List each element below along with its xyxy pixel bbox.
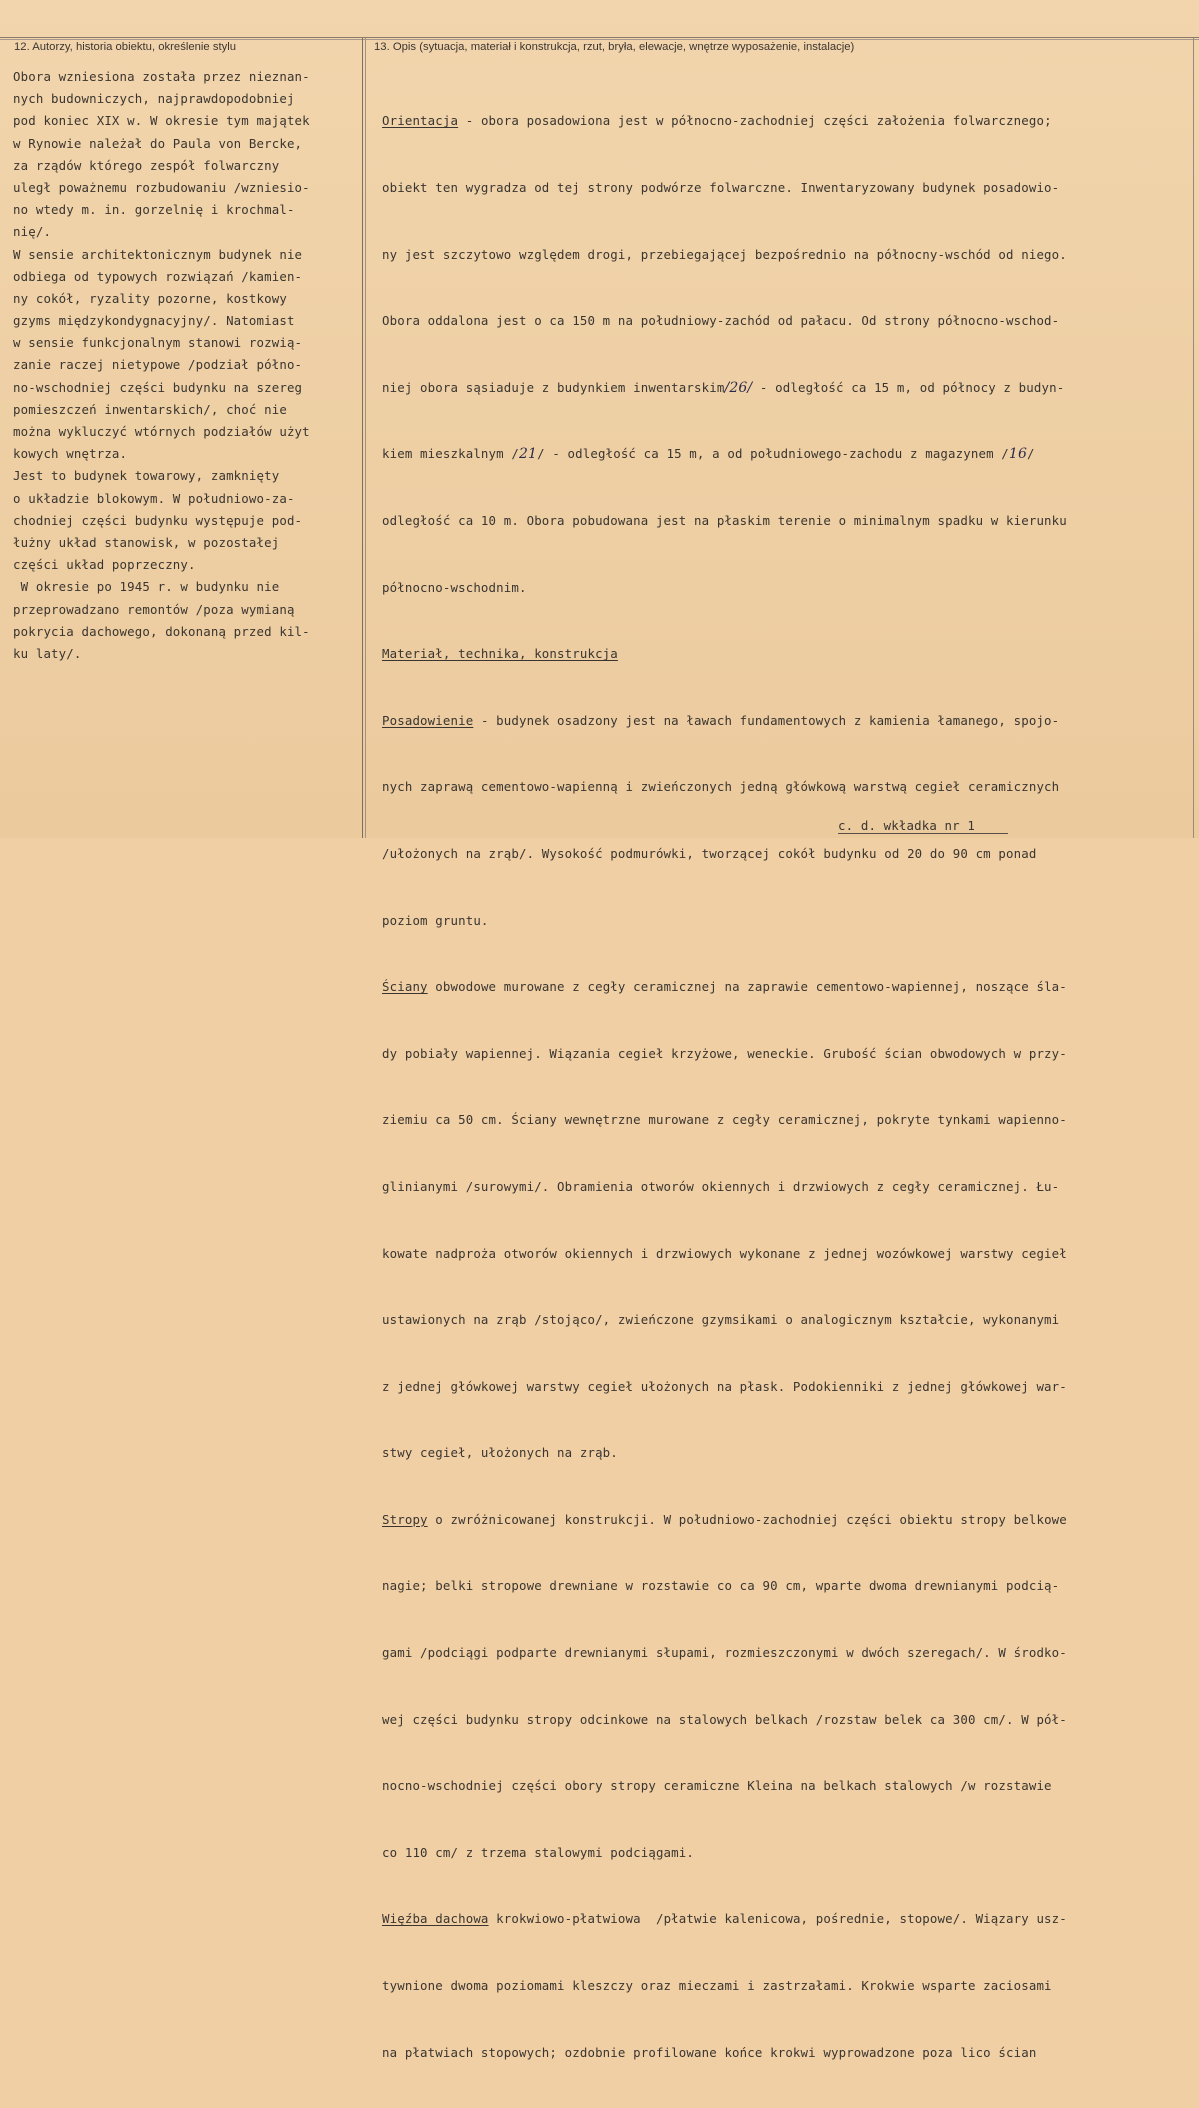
text-line: nocno-wschodniej części obory stropy ceramiczne Kleina na belkach stalowych /w rozstawie [382,1778,1052,1794]
history-line: ku laty/. [13,645,82,661]
history-line: gzyms międzykondygnacyjny/. Natomiast [13,313,295,329]
text-line: co 110 cm/ z trzema stalowymi podciągami. [382,1844,695,1860]
handwritten-number: 16 [1008,446,1028,463]
section-13-heading: 13. Opis (sytuacja, materiał i konstrukcja, rzut, bryła, elewacje, wnętrze wyposażenie, instalacje) [374,41,855,53]
history-line: o układzie blokowym. W południowo-za- [13,490,295,506]
history-line: przeprowadzano remontów /poza wymianą [13,601,295,617]
text-line [382,110,1188,132]
text-line [382,377,1188,399]
line-text: - budynek osadzony jest na ławach fundamentowych z kamienia łamanego, spojo- [473,712,1060,728]
continuation-underline [838,833,1008,834]
history-line: chodniej części budynku występuje pod- [13,512,303,528]
subheading-posadowienie: Posadowienie [382,712,474,728]
history-line: Obora wzniesiona została przez nieznan- [13,69,310,84]
history-line: łużny układ stanowisk, w pozostałej [13,534,280,550]
history-line: można wykluczyć wtórnych podziałów użyt [13,424,310,439]
text-line [382,443,1188,465]
line-text: kiem mieszkalnym / [382,446,519,462]
subheading-sciany: Ściany [382,979,428,995]
text-line: ziemiu ca 50 cm. Ściany wewnętrzne murowane z cegły ceramicznej, pokryte tynkami wapienno- [382,1112,1067,1128]
text-line: dy pobiały wapiennej. Wiązania cegieł krzyżowe, weneckie. Grubość ścian obwodowych w przy- [382,1045,1067,1061]
subheading-stropy: Stropy [382,1511,428,1527]
handwritten-number: 21 [518,446,538,463]
text-line: tywnione dwoma poziomami kleszczy oraz mieczami i zastrzałami. Krokwie wsparte zaciosami [382,1978,1052,1994]
right-border [1193,38,1194,838]
text-line: glinianymi /surowymi/. Obramienia otworów okiennych i drzwiowych z cegły ceramicznej. Łu- [382,1178,1060,1194]
history-line: w sensie funkcjonalnym stanowi rozwią- [13,335,303,351]
top-rule-shadow [0,39,1199,40]
line-text: / [1027,446,1035,462]
text-line: na płatwiach stopowych; ozdobnie profilowane końce krokwi wyprowadzone poza lico ścian [382,2044,1037,2060]
text-line: obiekt ten wygradza od tej strony podwórze folwarczne. Inwentaryzowany budynek posadowio- [382,180,1060,195]
text-line: ny jest szczytowo względem drogi, przebiegającej bezpośrednio na północny-wschód od niego. [382,246,1067,262]
text-line [382,1908,1188,1930]
text-line: nych zaprawą cementowo-wapienną i zwieńczonych jedną główkową warstwą cegieł ceramicznych [382,779,1060,795]
history-line: nię/. [13,224,52,240]
text-line: odległość ca 10 m. Obora pobudowana jest na płaskim terenie o minimalnym spadku w kierunku [382,512,1067,528]
text-line: Obora oddalona jest o ca 150 m na południowy-zachód od pałacu. Od strony północno-wschod- [382,313,1060,329]
history-line: pomieszczeń inwentarskich/, choć nie [13,401,287,417]
section-12-heading: 12. Autorzy, historia obiektu, określenie stylu [14,41,237,53]
text-line: poziom gruntu. [382,912,489,928]
continuation-note: c. d. wkładka nr 1 [838,818,975,833]
text-line: kowate nadproża otworów okiennych i drzwiowych wykonane z jednej wozówkowej warstwy cegieł [382,1245,1067,1261]
history-line: pokrycia dachowego, dokonaną przed kil- [13,623,310,639]
history-text-column [13,66,358,665]
history-line: za rządów którego zespół folwarczny [13,157,280,173]
text-line: z jednej główkowej warstwy cegieł ułożonych na płask. Podokienniki z jednej główkowej war- [382,1378,1067,1394]
history-line: no wtedy m. in. gorzelnię i krochmal- [13,202,295,218]
description-text-column [382,66,1188,2108]
line-text: - odległość ca 15 m, od północy z budyn- [752,379,1065,395]
history-line: zanie raczej nietypowe /podział półno- [13,357,303,373]
line-text: - obora posadowiona jest w północno-zachodniej części założenia folwarcznego; [458,113,1052,129]
line-text: obwodowe murowane z cegły ceramicznej na zaprawie cementowo-wapiennej, noszące śla- [427,979,1067,995]
text-line [382,710,1188,732]
history-line: w Rynowie należał do Paula von Bercke, [13,135,303,151]
text-line: stwy cegieł, ułożonych na zrąb. [382,1445,618,1461]
history-line: odbiega od typowych rozwiązań /kamien- [13,268,303,284]
text-line: /ułożonych na zrąb/. Wysokość podmurówki, tworzącej cokół budynku od 20 do 90 cm ponad [382,845,1037,861]
line-text: o zwróżnicowanej konstrukcji. W południowo-zachodniej części obiektu stropy belkowe [427,1511,1067,1527]
subheading-material: Materiał, technika, konstrukcja [382,646,618,662]
line-text: krokwiowo-płatwiowa /płatwie kalenicowa, pośrednie, stopowe/. Wiązary usz- [488,1911,1067,1927]
subheading-orientacja: Orientacja [382,113,459,129]
subheading-wiezba: Więźba dachowa [382,1911,489,1927]
history-line: części układ poprzeczny. [13,557,196,573]
text-line: ustawionych na zrąb /stojąco/, zwieńczone gzymsikami o analogicznym kształcie, wykonanymi [382,1312,1060,1328]
text-line [382,643,1188,665]
line-text: niej obora sąsiaduje z budynkiem inwentarskim [382,379,725,395]
history-line: pod koniec XIX w. W okresie tym majątek [13,113,310,129]
line-text: / - odległość ca 15 m, a od południowego-zachodu z magazynem / [537,446,1009,462]
history-line: ny cokół, ryzality pozorne, kostkowy [13,290,287,306]
text-line: gami /podciągi podparte drewnianymi słupami, rozmieszczonymi w dwóch szeregach/. W środko- [382,1645,1067,1661]
history-line: uległ poważnemu rozbudowaniu /wzniesio- [13,179,310,195]
text-line [382,1509,1188,1531]
column-divider [362,38,363,838]
text-line: północno-wschodnim. [382,579,527,595]
text-line: wej części budynku stropy odcinkowe na stalowych belkach /rozstaw belek ca 300 cm/. W pół- [382,1711,1067,1727]
history-line: Jest to budynek towarowy, zamknięty [13,468,280,484]
history-line: no-wschodniej części budynku na szereg [13,379,303,395]
history-line: nych budowniczych, najprawdopodobniej [13,91,295,107]
handwritten-number: /26/ [724,379,753,396]
top-rule [0,37,1199,38]
text-line: nagie; belki stropowe drewniane w rozstawie co ca 90 cm, wparte dwoma drewnianymi podcią- [382,1578,1060,1594]
text-line [382,976,1188,998]
history-line: W okresie po 1945 r. w budynku nie [13,579,280,595]
column-divider-shadow [365,38,366,838]
history-line: W sensie architektonicznym budynek nie [13,246,303,262]
history-line: kowych wnętrza. [13,446,128,462]
